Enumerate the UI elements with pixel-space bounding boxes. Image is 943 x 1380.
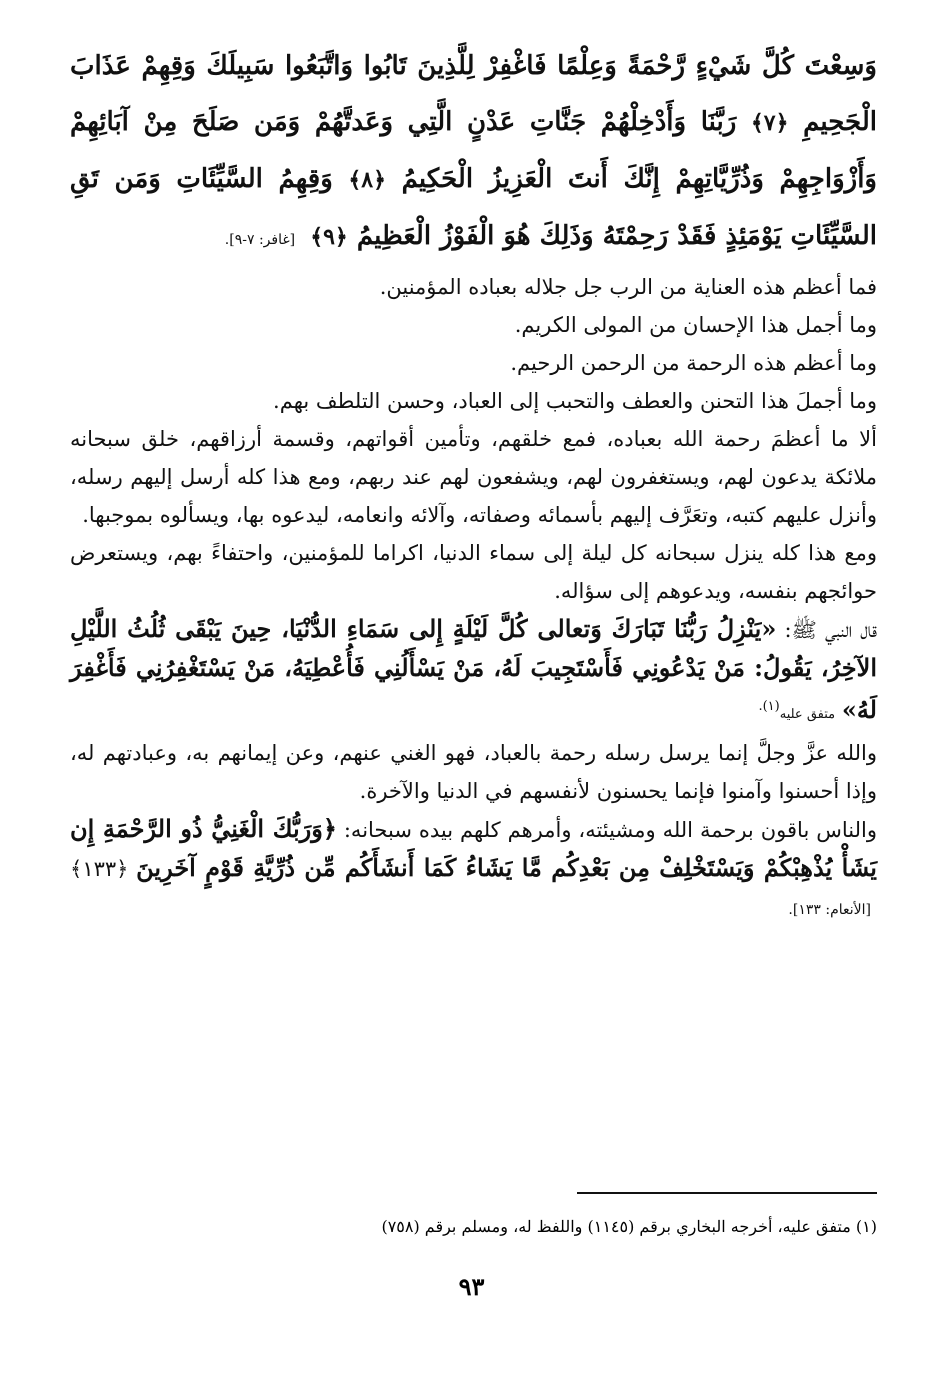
paragraph: وما أجملَ هذا التحنن والعطف والتحبب إلى العباد، وحسن التلطف بهم.	[273, 389, 877, 413]
quran-verse-ghafir	[70, 38, 877, 268]
hadith-block	[70, 610, 877, 734]
footnote-divider	[577, 1192, 877, 1194]
verse-intro: والناس باقون برحمة الله ومشيئته، وأمرهم كلهم بيده سبحانه:	[343, 818, 877, 842]
paragraph: ومع هذا كله ينزل سبحانه كل ليلة إلى سماء الدنيا، اكراما للمؤمنين، واحتفاءً بهم، ويستعرض حوائجهم بنفسه، ويدعوهم إلى سؤاله.	[70, 541, 877, 603]
paragraph: ألا ما أعظمَ رحمة الله بعباده، فمع خلقهم، وتأمين أقواتهم، وقسمة أرزاقهم، خلق سبحانه ملائكة يدعون لهم، ويستغفرون لهم، ويشفعون لهم عند ربهم، ومع هذا كله أرسل إليهم رسله، وأنزل عليهم كتبه، وتعَرَّف إليهم بأسمائه وصفاته، وآلائه وانعامه، ليدعوه بها، ويسألوه بموجبها.	[70, 427, 877, 527]
footnote: (١) متفق عليه، أخرجه البخاري برقم (١١٤٥) واللفظ له، ومسلم برقم (٧٥٨)	[381, 1217, 877, 1236]
verse-reference: [الأنعام: ١٣٣].	[788, 902, 871, 918]
verse-number-7: ﴿٧﴾	[750, 110, 789, 136]
page-number: ٩٣	[458, 1272, 485, 1301]
paragraph: وما أعظم هذه الرحمة من الرحمن الرحيم.	[510, 351, 877, 375]
hadith-source: متفق عليه	[779, 707, 836, 722]
verse-text: ﴿وَرَبُّكَ الْغَنِيُّ ذُو الرَّحْمَةِ إِن يَشَأْ يُذْهِبْكُمْ وَيَسْتَخْلِفْ مِن بَعْدِكُم مَّا يَشَاءُ كَمَا أَنشَأَكُم مِّن ذُرِّيَّةِ قَوْمٍ آخَرِينَ	[70, 814, 877, 882]
verse-number-9: ﴿٩﴾	[310, 224, 348, 250]
verse-text-3: وَقِهِمُ السَّيِّئَاتِ وَمَن تَقِ السَّيِّئَاتِ يَوْمَئِذٍ فَقَدْ رَحِمْتَهُ وَذَلِكَ هُوَ الْفَوْزُ الْعَظِيمُ	[70, 164, 877, 251]
hadith-quote: «يَنْزِلُ رَبُّنَا تَبَارَكَ وَتعالى كُلَّ لَيْلَةٍ إِلى سَمَاءِ الدُّنْيَا، حِينَ يَبْقَى ثُلُثُ اللَّيْلِ الآخِرُ، يَقُولُ: مَنْ يَدْعُونِي فَأَسْتَجِيبَ لَهُ، مَنْ يَسْأَلُنِي فَأُعْطِيَهُ، مَنْ يَسْتَغْفِرُنِي فَأَغْفِرَ لَهُ»	[70, 614, 877, 724]
paragraph: وما أجمل هذا الإحسان من المولى الكريم.	[514, 313, 877, 337]
verse-text-2: رَبَّنَا وَأَدْخِلْهُمْ جَنَّاتِ عَدْنٍ الَّتِي وَعَدتَّهُمْ وَمَن صَلَحَ مِنْ آبَائِهِمْ وَأَزْوَاجِهِمْ وَذُرِّيَّاتِهِمْ إِنَّكَ أَنتَ الْعَزِيزُ الْحَكِيمُ	[70, 107, 877, 194]
verse-reference: [غافر: ٧-٩].	[224, 232, 296, 248]
verse-number-133: ﴿١٣٣﴾	[70, 857, 129, 881]
verse-number-8: ﴿٨﴾	[348, 167, 386, 193]
paragraph: فما أعظم هذه العناية من الرب جل جلاله بعباده المؤمنين.	[379, 275, 877, 299]
verse-text-1: وَسِعْتَ كُلَّ شَيْءٍ رَّحْمَةً وَعِلْمًا فَاغْفِرْ لِلَّذِينَ تَابُوا وَاتَّبَعُوا سَبِيلَكَ وَقِهِمْ عَذَابَ الْجَحِيمِ	[70, 51, 877, 137]
paragraph: والله عزَّ وجلَّ إنما يرسل رسله رحمة بالعباد، فهو الغني عنهم، وعن إيمانهم به، وعبادتهم له، وإذا أحسنوا وآمنوا فإنما يحسنون لأنفسهم في الدنيا والآخرة.	[70, 741, 877, 803]
footnote-mark: (١).	[758, 699, 780, 714]
hadith-intro: قال النبي ﷺ:	[784, 618, 877, 642]
quran-verse-anam	[70, 810, 877, 929]
